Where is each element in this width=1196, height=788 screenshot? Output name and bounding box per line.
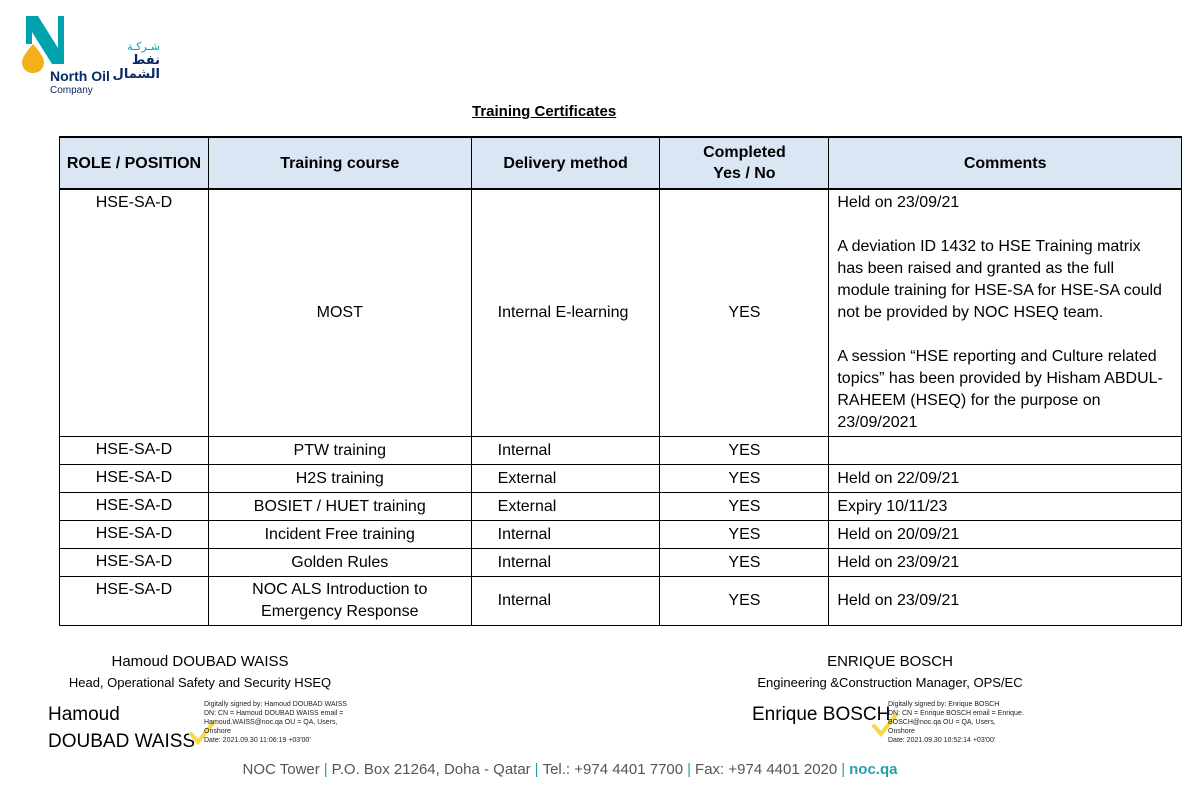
cell-method: Internal bbox=[471, 521, 660, 549]
signatory-right-name: ENRIQUE BOSCH bbox=[827, 653, 953, 670]
cell-role: HSE-SA-D bbox=[60, 493, 209, 521]
cell-comments: Held on 20/09/21 bbox=[829, 521, 1182, 549]
header-method: Delivery method bbox=[471, 137, 660, 189]
cell-method: External bbox=[471, 493, 660, 521]
table-row bbox=[60, 549, 1182, 577]
header-course: Training course bbox=[208, 137, 471, 189]
cell-comments: Held on 23/09/21 bbox=[829, 549, 1182, 577]
signatory-right-title: Engineering &Construction Manager, OPS/EC bbox=[757, 675, 1023, 690]
training-table bbox=[59, 136, 1182, 626]
cell-method: Internal bbox=[471, 577, 660, 626]
header-completed: Completed Yes / No bbox=[660, 137, 829, 189]
table-row bbox=[60, 493, 1182, 521]
page-footer: NOC Tower | P.O. Box 21264, Doha - Qatar | Tel.: +974 4401 7700 | Fax: +974 4401 2020 | noc.qa bbox=[242, 761, 898, 778]
logo-text-company: Company bbox=[50, 85, 93, 96]
table-row bbox=[60, 577, 1182, 626]
table-header-row bbox=[60, 137, 1182, 189]
cell-comments: Held on 22/09/21 bbox=[829, 465, 1182, 493]
cell-role: HSE-SA-D bbox=[60, 437, 209, 465]
cell-course: Incident Free training bbox=[208, 521, 471, 549]
cell-comments: Held on 23/09/21 bbox=[829, 577, 1182, 626]
cell-role: HSE-SA-D bbox=[60, 189, 209, 437]
table-row bbox=[60, 521, 1182, 549]
cell-course: PTW training bbox=[208, 437, 471, 465]
signature-right-hand: Enrique BOSCH bbox=[752, 704, 891, 725]
footer-pobox: P.O. Box 21264, Doha - Qatar bbox=[331, 761, 531, 778]
cell-completed: YES bbox=[660, 521, 829, 549]
company-logo bbox=[18, 14, 160, 98]
header-comments: Comments bbox=[829, 137, 1182, 189]
cell-course: MOST bbox=[208, 189, 471, 437]
cell-role: HSE-SA-D bbox=[60, 549, 209, 577]
footer-website-link[interactable]: noc.qa bbox=[849, 761, 898, 778]
footer-tel: Tel.: +974 4401 7700 bbox=[542, 761, 684, 778]
cell-course: BOSIET / HUET training bbox=[208, 493, 471, 521]
cell-course: Golden Rules bbox=[208, 549, 471, 577]
footer-fax: Fax: +974 4401 2020 bbox=[695, 761, 838, 778]
cell-role: HSE-SA-D bbox=[60, 521, 209, 549]
document-title: Training Certificates bbox=[472, 103, 617, 120]
cell-completed: YES bbox=[660, 437, 829, 465]
cell-completed: YES bbox=[660, 577, 829, 626]
cell-completed: YES bbox=[660, 465, 829, 493]
cell-completed: YES bbox=[660, 549, 829, 577]
cell-role: HSE-SA-D bbox=[60, 465, 209, 493]
signature-left-hand: Hamoud DOUBAD WAISS bbox=[48, 704, 196, 752]
footer-address: NOC Tower bbox=[242, 761, 320, 778]
cell-course: NOC ALS Introduction to Emergency Response bbox=[208, 577, 471, 626]
table-row bbox=[60, 465, 1182, 493]
table-row bbox=[60, 437, 1182, 465]
cell-method: Internal bbox=[471, 437, 660, 465]
cell-course: H2S training bbox=[208, 465, 471, 493]
logo-text-arabic: شـركـة نفط الشمال bbox=[112, 40, 160, 82]
cell-comments: Expiry 10/11/23 bbox=[829, 493, 1182, 521]
cell-completed: YES bbox=[660, 493, 829, 521]
logo-text-en: North Oil bbox=[50, 68, 110, 84]
cell-method: Internal bbox=[471, 549, 660, 577]
cell-comments bbox=[829, 437, 1182, 465]
cell-comments: Held on 23/09/21 A deviation ID 1432 to HSE Training matrix has been raised and granted as the full module training for HSE-SA for HSE-SA could not be provided by NOC HSEQ team. A session “HSE reporting and Culture related topics” has been provided by Hisham ABDUL- RAHEEM (HSEQ) for the purpose on 23/09/2021 bbox=[829, 189, 1182, 437]
header-role: ROLE / POSITION bbox=[60, 137, 209, 189]
cell-method: Internal E-learning bbox=[471, 189, 660, 437]
cell-completed: YES bbox=[660, 189, 829, 437]
signature-left-meta: Digitally signed by: Hamoud DOUBAD WAISS DN: CN = Hamoud DOUBAD WAISS email = Hamoud.WAISS@noc.qa OU = QA, Users, Onshore Date: 2021.09.30 11:06:19 +03'00' bbox=[204, 701, 347, 744]
signature-right-meta: Digitally signed by: Enrique BOSCH DN: CN = Enrique BOSCH email = Enrique. BOSCH@noc.qa OU = QA, Users, Onshore Date: 2021.09.30 10:52:14 +03'00' bbox=[888, 701, 1024, 744]
cell-role: HSE-SA-D bbox=[60, 577, 209, 626]
cell-method: External bbox=[471, 465, 660, 493]
signatory-left-name: Hamoud DOUBAD WAISS bbox=[111, 653, 289, 670]
signatory-left-title: Head, Operational Safety and Security HSEQ bbox=[68, 675, 332, 690]
table-row bbox=[60, 189, 1182, 437]
